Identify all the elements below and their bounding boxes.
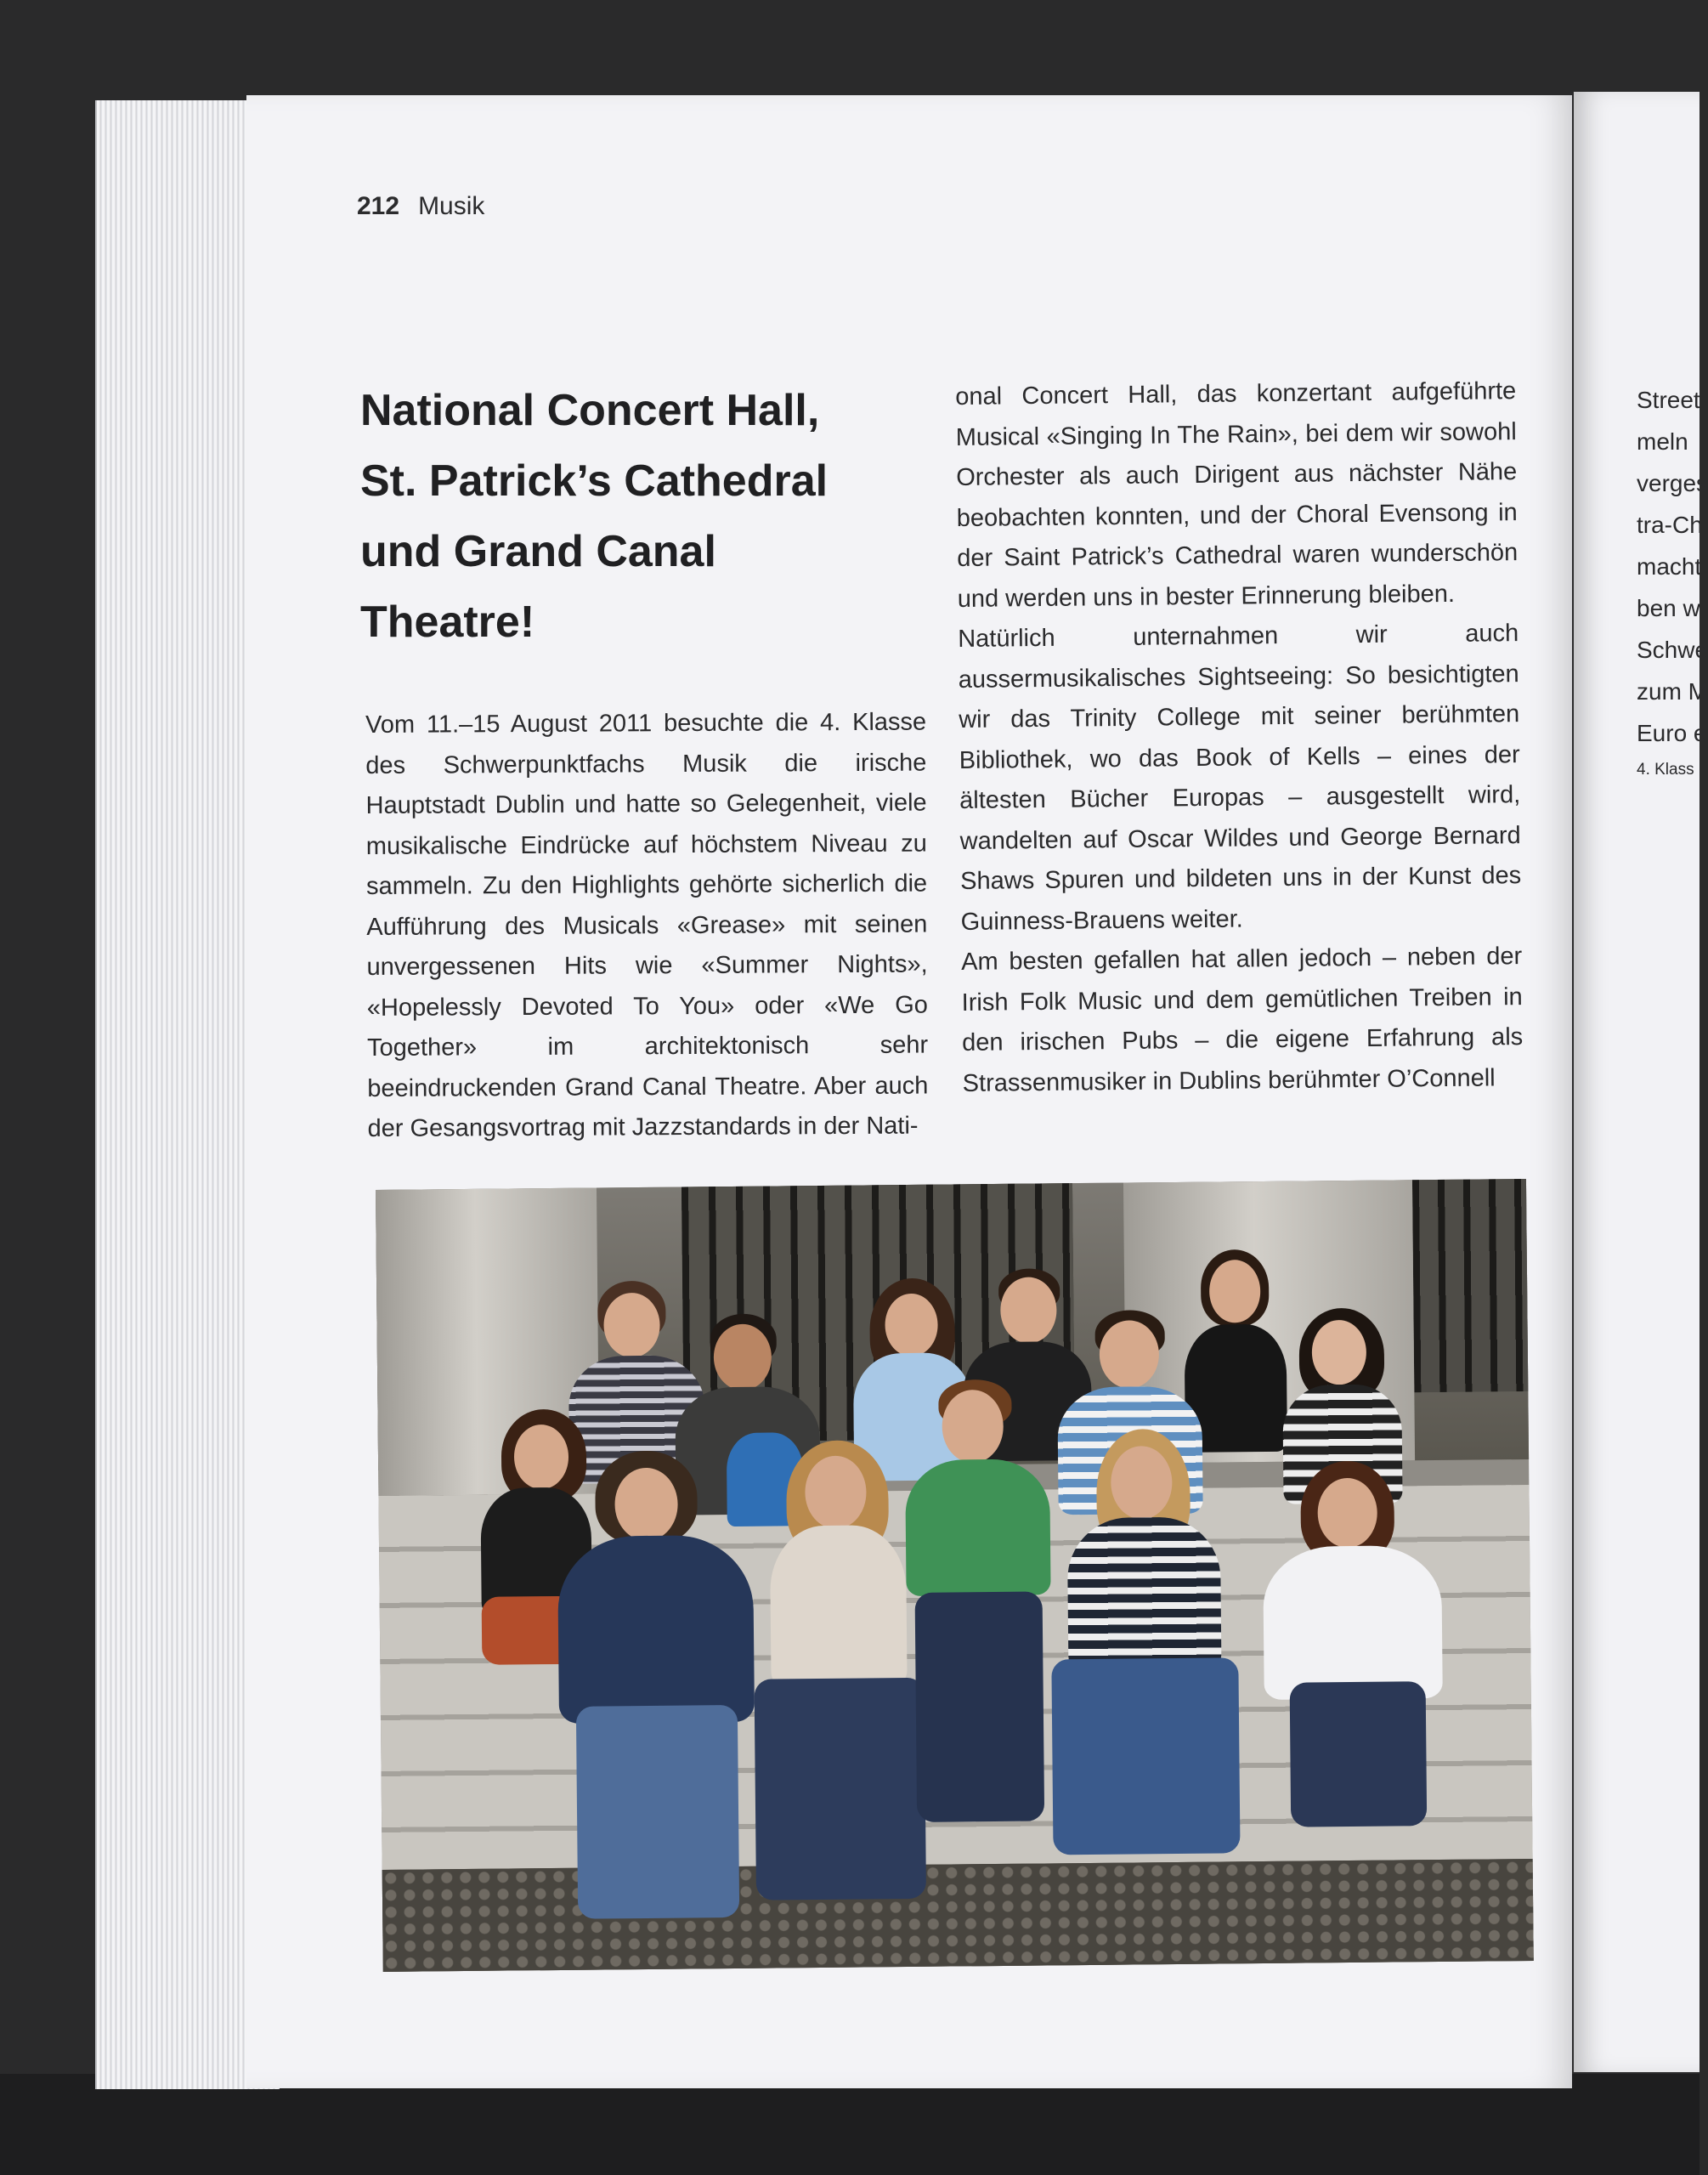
text-line: Schwe (1637, 637, 1708, 663)
paragraph: Vom 11.–15 August 2011 besuchte die 4. Klasse des Schwerpunktfachs Musik die irische Hauptstadt Dublin und hatte so Gelegenheit, viele musikalische Eindrücke auf höchstem Niveau zu sammeln. Zu den Highlights gehörte sicherlich die Aufführung des Musicals «Grease» mit seinen unvergessenen Hits wie «Summer Nights», «Hopelessly Devoted To You» oder «We Go Together» im architektonisch sehr beeindruckenden Grand Canal Theatre. Aber auch der Gesangsvortrag mit Jazzstandards in der Nati- (365, 708, 929, 1142)
group-photo (376, 1179, 1534, 1972)
paragraph: Am besten gefallen hat allen jedoch – neben der Irish Folk Music und dem gemütlichen Treiben in den irischen Pubs – die eigene Erfahrung als Strassenmusiker in Dublins berühmter O’Connell (961, 943, 1524, 1097)
text-line: Euro e (1637, 720, 1707, 746)
body-column-2 (955, 371, 1524, 1104)
person (1262, 1460, 1444, 1836)
article-title (360, 376, 904, 658)
title-line: und Grand Canal (360, 527, 716, 576)
text-line: Street (1637, 387, 1700, 413)
photo-iron-gate (1412, 1179, 1528, 1392)
title-line: National Concert Hall, (360, 386, 820, 435)
text-line: tra-Ch (1637, 512, 1703, 538)
running-head (357, 192, 484, 221)
person (904, 1379, 1053, 1856)
text-line: verges (1637, 470, 1708, 496)
section-name: Musik (418, 192, 485, 220)
body-column-1 (365, 703, 929, 1150)
photo-caption: 4. Klass (1637, 761, 1694, 779)
page-number: 212 (357, 192, 400, 220)
text-line: macht (1637, 553, 1702, 580)
paragraph: onal Concert Hall, das konzertant aufgeführte Musical «Singing In The Rain», bei dem wir sowohl Orchester als auch Dirigent aus nächster Nähe beobachten konnten, und der Choral Evensong in der Saint Patrick’s Cathedral waren wunderschön und werden uns in bester Erinnerung bleiben. (955, 377, 1519, 613)
text-line: zum M (1637, 678, 1708, 705)
title-line: Theatre! (360, 598, 535, 647)
title-line: St. Patrick’s Cathedral (360, 456, 829, 506)
paragraph: Natürlich unternahmen wir auch aussermusikalisches Sightseeing: So besichtigten wir das Trinity College mit seiner berühmten Bibliothek, wo das Book of Kells – eines der ältesten Bücher Europas – ausgestellt wird, wandelten auf Oscar Wildes und George Bernard Shaws Spuren und bildeten uns in der Kunst des Guinness-Brauens weiter. (958, 620, 1522, 936)
person (1049, 1428, 1241, 1872)
text-line: meln (1637, 428, 1688, 455)
text-line: ben w (1637, 595, 1700, 621)
person (752, 1440, 926, 1917)
person (557, 1450, 756, 1928)
photo-cobblestones (382, 1859, 1534, 1972)
right-page-text (1637, 379, 1708, 783)
